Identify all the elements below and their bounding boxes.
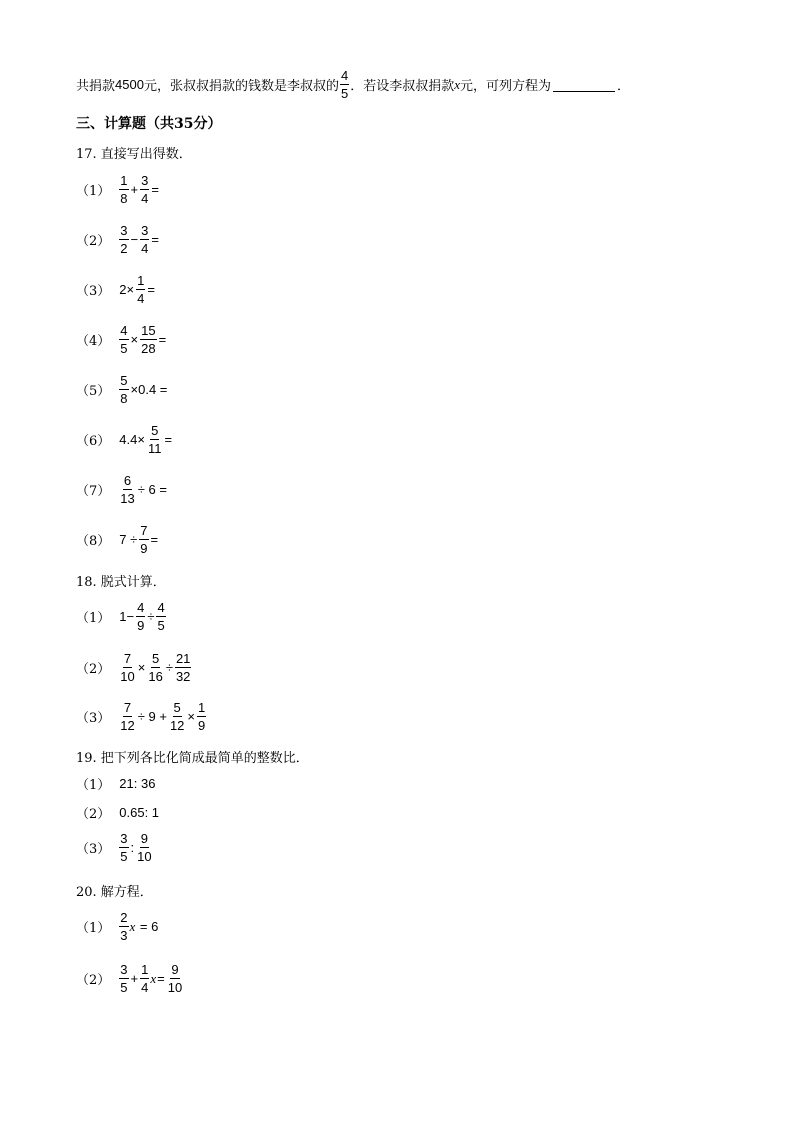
item-label: （1）	[76, 778, 111, 793]
q19-item-3	[76, 831, 154, 864]
equals-sign: =	[151, 182, 159, 197]
intro-amount: 4500	[115, 77, 144, 92]
fraction-numerator: 1	[198, 700, 206, 715]
fraction	[147, 423, 163, 456]
leading-expression: 4.4×	[119, 432, 145, 447]
operator: ÷ 9 +	[137, 709, 167, 724]
q17-item-5	[76, 373, 168, 406]
fraction-numerator: 5	[120, 373, 128, 388]
item-label: （7）	[76, 484, 111, 499]
intro-text-d: 元，可列方程为	[459, 79, 551, 94]
q17-item-1	[76, 173, 160, 206]
item-label: （3）	[76, 711, 111, 726]
q17-item-4	[76, 323, 167, 356]
item-label: （2）	[76, 662, 111, 677]
q18-item-1	[76, 600, 167, 633]
intro-fraction	[340, 68, 349, 101]
fraction	[119, 223, 128, 256]
leading-expression: 2×	[119, 282, 135, 297]
equals-sign: =	[157, 971, 165, 986]
fraction	[169, 700, 185, 733]
fraction-denominator: 8	[120, 191, 128, 206]
fraction	[119, 700, 135, 733]
item-label: （2）	[76, 807, 111, 822]
fraction-denominator: 5	[120, 849, 128, 864]
fraction	[119, 831, 128, 864]
q20-title: 20. 解方程．	[76, 885, 153, 900]
q19-title: 19. 把下列各比化简成最简单的整数比．	[76, 751, 309, 766]
fraction-numerator: 3	[141, 223, 149, 238]
fraction-denominator: 10	[167, 980, 183, 995]
fraction	[197, 700, 206, 733]
fraction-numerator: 3	[120, 962, 128, 977]
q20-item-2	[76, 962, 184, 995]
q17-title: 17. 直接写出得数．	[76, 147, 192, 162]
operator: +	[130, 971, 139, 986]
fraction-numerator: 2	[120, 910, 128, 925]
fraction-numerator: 4	[340, 68, 349, 83]
leading-expression: 1−	[119, 609, 135, 624]
fraction	[140, 173, 149, 206]
operator: −	[130, 232, 139, 247]
item-label: （1）	[76, 921, 111, 936]
fraction-numerator: 1	[141, 962, 149, 977]
item-label: （1）	[76, 184, 111, 199]
fraction	[119, 962, 128, 995]
fraction	[119, 173, 128, 206]
equals-sign: =	[150, 532, 159, 547]
q18-item-2	[76, 651, 192, 684]
fraction	[140, 962, 149, 995]
q17-item-3	[76, 273, 156, 306]
fraction-numerator: 9	[171, 962, 179, 977]
fraction-numerator: 3	[141, 173, 149, 188]
fraction-numerator: 1	[120, 173, 128, 188]
fraction-numerator: 3	[120, 223, 128, 238]
fraction-denominator: 12	[120, 718, 135, 733]
fraction-numerator: 21	[175, 651, 191, 666]
fraction	[119, 323, 128, 356]
fraction-numerator: 7	[123, 651, 132, 666]
fraction-denominator: 13	[120, 491, 135, 506]
intro-text-c: ．若设李叔叔捐款	[350, 79, 455, 94]
q17-item-2	[76, 223, 160, 256]
fraction-numerator: 15	[141, 323, 156, 338]
fraction-denominator: 10	[137, 849, 152, 864]
fraction-denominator: 9	[198, 718, 206, 733]
q18-item-3	[76, 700, 207, 733]
q17-item-6	[76, 423, 173, 456]
intro-text-b: 元，张叔叔捐款的钱数是李叔叔的	[143, 79, 339, 94]
item-label: （1）	[76, 611, 111, 626]
fraction-numerator: 5	[151, 651, 160, 666]
fraction-denominator: 5	[120, 980, 128, 995]
operator: ÷	[165, 660, 173, 675]
ratio-expression: 0.65: 1	[119, 805, 160, 820]
fraction	[119, 910, 128, 943]
item-label: （8）	[76, 534, 111, 549]
equals-sign: =	[158, 332, 167, 347]
fraction	[136, 273, 145, 306]
item-label: （3）	[76, 284, 111, 299]
fraction-denominator: 11	[147, 441, 162, 456]
variable-x: x	[150, 970, 157, 986]
fraction	[167, 962, 183, 995]
operator: +	[130, 182, 139, 197]
equation-rest: = 6	[136, 919, 159, 934]
trailing-expression: ÷ 6 =	[137, 482, 167, 497]
fraction-numerator: 5	[173, 700, 181, 715]
equals-sign: =	[151, 232, 159, 247]
fraction-denominator: 10	[120, 669, 135, 684]
fraction-denominator: 4	[137, 291, 145, 306]
fraction-denominator: 5	[340, 86, 349, 101]
item-label: （2）	[76, 234, 111, 249]
fraction-numerator: 4	[120, 323, 128, 338]
fraction	[139, 523, 148, 556]
fraction-denominator: 12	[169, 718, 185, 733]
fraction-numerator: 7	[123, 700, 132, 715]
fraction-denominator: 5	[157, 618, 165, 633]
fraction-numerator: 9	[140, 831, 148, 846]
item-label: （4）	[76, 334, 111, 349]
intro-line	[76, 68, 630, 101]
fraction-denominator: 2	[120, 241, 128, 256]
ratio-colon: :	[130, 840, 135, 855]
fraction-numerator: 4	[157, 600, 165, 615]
q19-item-1	[76, 774, 156, 793]
intro-end: ．	[617, 79, 631, 94]
fraction-numerator: 1	[137, 273, 145, 288]
item-label: （5）	[76, 384, 111, 399]
fraction-denominator: 32	[175, 669, 191, 684]
q17-item-7	[76, 473, 168, 506]
fraction	[136, 831, 152, 864]
fraction	[175, 651, 191, 684]
fraction-numerator: 6	[123, 473, 132, 488]
fraction-denominator: 4	[141, 191, 149, 206]
fraction	[140, 223, 149, 256]
fraction	[147, 651, 163, 684]
ratio-expression: 21: 36	[119, 776, 156, 791]
fraction-denominator: 4	[141, 980, 149, 995]
equals-sign: =	[147, 282, 155, 297]
fraction-numerator: 4	[137, 600, 145, 615]
fraction-denominator: 3	[120, 928, 128, 943]
fraction-denominator: 9	[140, 541, 148, 556]
q19-item-2	[76, 803, 160, 822]
leading-expression: 7 ÷	[119, 532, 138, 547]
q18-title: 18. 脱式计算．	[76, 575, 166, 590]
fraction	[156, 600, 165, 633]
fraction	[140, 323, 156, 356]
fraction-denominator: 16	[148, 669, 163, 684]
fraction-denominator: 5	[120, 341, 128, 356]
q17-item-8	[76, 523, 159, 556]
equals-sign: =	[164, 432, 173, 447]
answer-blank[interactable]	[553, 77, 615, 92]
fraction	[136, 600, 145, 633]
fraction-denominator: 8	[120, 391, 128, 406]
fraction	[119, 651, 135, 684]
trailing-expression: ×0.4 =	[130, 382, 168, 397]
item-label: （3）	[76, 842, 111, 857]
q20-item-1	[76, 910, 159, 943]
fraction-numerator: 7	[140, 523, 148, 538]
operator: ×	[130, 332, 139, 347]
section-heading: 三、计算题（共35分）	[76, 116, 222, 132]
operator: ÷	[147, 609, 155, 624]
fraction	[119, 373, 128, 406]
item-label: （2）	[76, 973, 111, 988]
fraction-numerator: 3	[120, 831, 128, 846]
intro-text-a: 共捐款	[76, 79, 116, 94]
operator: ×	[187, 709, 195, 724]
fraction-numerator: 5	[151, 423, 159, 438]
intro-variable: x	[454, 76, 460, 92]
operator: ×	[137, 660, 146, 675]
variable-x: x	[129, 918, 136, 934]
fraction-denominator: 28	[141, 341, 156, 356]
fraction	[119, 473, 135, 506]
fraction-denominator: 4	[141, 241, 149, 256]
fraction-denominator: 9	[137, 618, 145, 633]
item-label: （6）	[76, 434, 111, 449]
